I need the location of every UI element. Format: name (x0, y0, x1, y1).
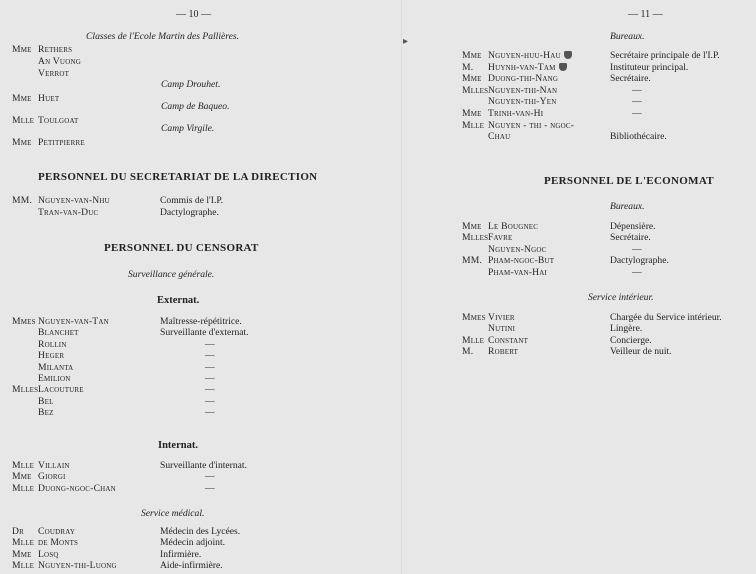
row-title: Mlle (12, 482, 35, 494)
row-role: — (632, 108, 642, 119)
row-name: Coudray (38, 526, 76, 537)
row-role: Secrétaire. (610, 232, 651, 244)
row-name: Huynh-van-Tam (488, 62, 567, 73)
row-title: Mme (12, 93, 32, 104)
row-role: Veilleur de nuit. (610, 346, 672, 358)
subsection-title: Internat. (158, 440, 198, 451)
row-title: Mme (462, 50, 482, 61)
row-name: Pham-van-Hai (488, 266, 548, 278)
row-name: Nguyen-Ngoc (488, 243, 547, 255)
row-role: Bibliothécaire. (610, 131, 667, 143)
row-name: Nguyen-van-Nhu (38, 195, 110, 206)
row-name: Nguyen-thi-Nan (488, 84, 558, 96)
row-role: — (205, 384, 215, 396)
row-title: M. (462, 346, 474, 358)
section-title: Classes de l'Ecole Martin des Pallières. (86, 31, 240, 42)
row-name: Toulgoat (38, 115, 79, 126)
row-title: Mme (462, 221, 482, 232)
row-title: Mlles (12, 384, 39, 396)
camp-label: Camp Drouhet. (161, 79, 221, 90)
row-name: Constant (488, 334, 529, 346)
row-name: Vivier (488, 312, 515, 323)
row-name: Rollin (38, 338, 67, 350)
decoration-icon (564, 51, 572, 59)
row-role: Secrétaire. (610, 73, 651, 85)
row-role: Infirmière. (160, 548, 202, 560)
subsection-title: Externat. (157, 295, 200, 306)
row-name: Rethers (38, 44, 73, 55)
row-title: Mlles (462, 84, 489, 96)
row-role: — (205, 482, 215, 494)
row-title: MM. (462, 255, 483, 267)
section-heading: PERSONNEL DU CENSORAT (104, 242, 259, 254)
row-role: Dactylographe. (610, 255, 669, 267)
row-role: Médecin adjoint. (160, 537, 226, 549)
row-title: Mlle (12, 560, 35, 572)
row-name: Nguyen-huu-Hau (488, 50, 572, 61)
row-title: Dr (12, 526, 24, 537)
row-name: Nguyen-thi-Luong (38, 560, 117, 572)
row-name: Giorgi (38, 471, 66, 483)
row-name: Emilion (38, 373, 71, 384)
row-role: — (205, 338, 215, 350)
decoration-icon (559, 63, 567, 71)
row-name: Huet (38, 93, 60, 104)
right-page (402, 0, 756, 574)
row-role: Dépensière. (610, 221, 656, 232)
row-title: Mlle (12, 460, 35, 471)
camp-label: Camp de Baqueo. (161, 101, 230, 112)
row-title: MM. (12, 195, 33, 206)
row-name: Favre (488, 232, 513, 244)
row-name: Nutini (488, 323, 516, 335)
row-name: de Monts (38, 537, 79, 549)
row-role: Concierge. (610, 334, 652, 346)
row-role: Instituteur principal. (610, 61, 689, 73)
row-role: — (205, 361, 215, 373)
row-role: Dactylographe. (160, 207, 219, 218)
subsection-title: Service médical. (141, 508, 205, 519)
row-title: Mlles (462, 232, 489, 244)
row-title: Mlle (462, 119, 485, 131)
row-name: Nguyen-thi-Yen (488, 96, 557, 108)
row-name: Bez (38, 407, 54, 419)
row-role: Lingère. (610, 323, 643, 335)
row-title: Mmes (12, 316, 36, 327)
subsection-title: Service intérieur. (588, 292, 654, 303)
subsection-title: Bureaux. (610, 31, 645, 42)
row-role: — (205, 395, 215, 407)
row-name: Pham-ngoc-But (488, 255, 555, 267)
row-role: Aide-infirmière. (160, 560, 223, 572)
row-name: Verrot (38, 68, 70, 79)
section-heading: PERSONNEL DE L'ECONOMAT (544, 175, 714, 187)
row-role: — (205, 350, 215, 362)
row-name: Blanchet (38, 327, 79, 339)
row-role: — (632, 266, 642, 278)
row-name: Chau (488, 131, 511, 143)
binding-mark: ▸ (403, 36, 409, 47)
page-number: — 10 — (176, 9, 211, 20)
row-name: Bel (38, 395, 54, 407)
row-title: Mme (12, 471, 32, 483)
row-title: Mme (12, 44, 32, 55)
subsection-title: Surveillance générale. (128, 269, 215, 280)
row-role: Surveillante d'externat. (160, 327, 249, 339)
row-role: — (205, 373, 215, 384)
row-title: Mme (12, 137, 32, 148)
row-title: Mlle (462, 334, 485, 346)
row-name: An Vuong (38, 56, 81, 67)
row-name: Duong-thi-Nang (488, 73, 559, 85)
row-name: Milanta (38, 361, 74, 373)
row-role: Surveillante d'internat. (160, 460, 247, 471)
row-title: Mme (12, 548, 32, 560)
row-name: Robert (488, 346, 519, 358)
row-role: — (205, 407, 215, 419)
row-name: Le Bougnec (488, 221, 539, 232)
row-name: Lacouture (38, 384, 84, 396)
row-title: Mmes (462, 312, 486, 323)
row-role: Commis de l'I.P. (160, 195, 224, 206)
row-role: Maîtresse-répétitrice. (160, 316, 242, 327)
row-role: — (205, 471, 215, 483)
page-number: — 11 — (628, 9, 663, 20)
row-title: Mlle (12, 537, 35, 549)
camp-label: Camp Virgile. (161, 123, 215, 134)
row-role: — (632, 84, 642, 96)
row-title: Mme (462, 73, 482, 85)
row-name: Petitpierre (38, 137, 85, 148)
row-role: Secrétaire principale de l'I.P. (610, 50, 720, 61)
row-role: — (632, 243, 642, 255)
row-name: Duong-ngoc-Chan (38, 482, 116, 494)
subsection-title: Bureaux. (610, 201, 645, 212)
section-heading: PERSONNEL DU SECRETARIAT DE LA DIRECTION (38, 171, 318, 183)
row-name: Villain (38, 460, 70, 471)
row-title: M. (462, 61, 474, 73)
row-name: Nguyen - thi - ngoc- (488, 119, 575, 131)
row-name: Heger (38, 350, 65, 362)
row-title: Mlle (12, 115, 35, 126)
row-role: Chargée du Service intérieur. (610, 312, 722, 323)
row-name: Tran-van-Duc (38, 207, 99, 218)
row-role: Médecin des Lycées. (160, 526, 241, 537)
row-title: Mme (462, 108, 482, 119)
row-name: Trinh-van-Hi (488, 108, 544, 119)
row-name: Losq (38, 548, 59, 560)
row-role: — (632, 96, 642, 108)
row-name: Nguyen-van-Tan (38, 316, 109, 327)
